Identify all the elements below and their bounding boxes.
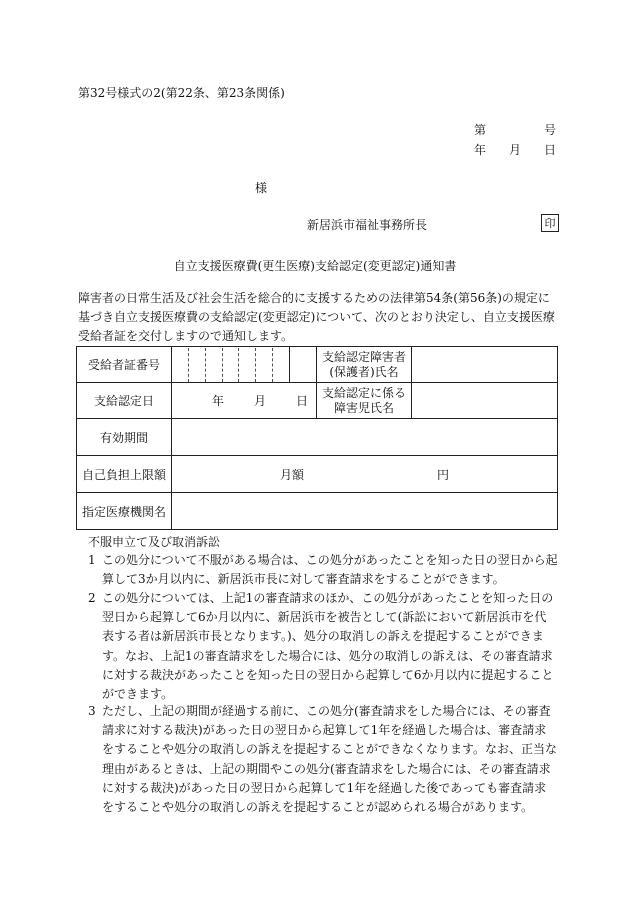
appeal-item-text: この処分については、上記1の審査請求のほか、この処分があったことを知った日の翌日から起算して6か月以内に、新居浜市を被告として(訴訟において新居浜市を代表する者は新居浜市長となります。)、処分の取消しの訴えを提起することができます。なお、上記1の審査請求をした場合には、処分の取消しの訴えは、その審査請求に対する裁決があったことを知った日の翌日から起算して6か月以内に提起することができます。 [102, 591, 554, 702]
number-prefix: 第 [474, 123, 487, 137]
issue-date [474, 141, 556, 158]
recipient-name-label-line1: 支給認定障害者 [321, 349, 406, 364]
table-row [77, 419, 558, 456]
number-suffix: 号 [543, 123, 556, 137]
form-number: 第32号様式の2(第22条、第23条関係) [78, 86, 285, 100]
date-month: 月 [508, 143, 521, 157]
recipient-name-value [412, 347, 558, 383]
monthly-label: 月額 [280, 467, 305, 482]
copay-fields [172, 466, 557, 483]
child-name-value [412, 383, 558, 419]
appeal-item-2 [78, 589, 558, 704]
document-number [474, 121, 556, 138]
appeal-heading: 不服申立て及び取消訴訟 [88, 535, 221, 549]
digit-box [172, 348, 188, 382]
approval-day: 日 [295, 394, 308, 408]
yen-label: 円 [436, 467, 449, 482]
validity-value [172, 419, 558, 456]
spacer-cell [290, 347, 317, 383]
appeal-item-text: ただし、上記の期間が経過する前に、この処分(審査請求をした場合には、その審査請求に対する裁決)があった日の翌日から起算して1年を経過した場合は、審査請求をすることや処分の取消しの訴えを提起することができなくなります。なお、正当な理由があるときは、上記の期間やこの処分(審査請求をした場合には、その審査請求に対する裁決)があった日の翌日から起算して1年を経過した後であっても審査請求をすることや処分の取消しの訴えを提起することが認められる場合があります。 [102, 704, 558, 815]
appeal-item-3 [78, 702, 558, 817]
institution-value [172, 493, 558, 530]
digit-box [238, 348, 255, 382]
certificate-table [76, 346, 558, 530]
appeal-item-1 [78, 551, 558, 589]
appeal-item-number: 1 [88, 553, 96, 567]
digit-box [205, 348, 222, 382]
addressee-suffix: 様 [255, 181, 268, 195]
table-row [77, 493, 558, 530]
child-name-label [317, 383, 412, 419]
approval-year: 年 [211, 394, 224, 408]
institution-label: 指定医療機関名 [77, 493, 172, 530]
recipient-number-label [77, 347, 172, 383]
approval-month: 月 [253, 394, 266, 408]
child-name-label-line2: 障害児氏名 [333, 400, 394, 415]
appeal-item-number: 2 [88, 591, 96, 605]
validity-label: 有効期間 [77, 419, 172, 456]
table-row [77, 347, 558, 383]
digit-box [188, 348, 205, 382]
approval-date-fields [172, 392, 316, 409]
digit-box [222, 348, 239, 382]
digit-box [272, 348, 289, 382]
document-title: 自立支援医療費(更生医療)支給認定(変更認定)通知書 [173, 259, 457, 273]
recipient-name-label-line2: (保護者)氏名 [329, 364, 399, 379]
digit-box [255, 348, 272, 382]
table-row [77, 383, 558, 419]
recipient-name-label [317, 347, 412, 383]
copay-label: 自己負担上限額 [77, 456, 172, 493]
appeal-item-number: 3 [88, 704, 96, 718]
approval-date-value [172, 383, 317, 419]
date-year: 年 [474, 143, 487, 157]
intro-paragraph: 障害者の日常生活及び社会生活を総合的に支援するための法律第54条(第56条)の規定に基づき自立支援医療費の支給認定(変更認定)について、次のとおり決定し、自立支援医療受給者証を交付しますので通知します。 [78, 291, 555, 343]
recipient-number-label-text: 受給者証番号 [87, 358, 160, 372]
seal-mark: 印 [541, 214, 559, 232]
child-name-label-line1: 支給認定に係る [321, 385, 406, 400]
issuer-name: 新居浜市福祉事務所長 [307, 218, 428, 232]
recipient-number-cell [172, 347, 290, 383]
appeal-item-text: この処分について不服がある場合は、この処分があったことを知った日の翌日から起算して3か月以内に、新居浜市長に対して審査請求をすることができます。 [102, 553, 558, 587]
copay-value [172, 456, 558, 493]
approval-date-label: 支給認定日 [77, 383, 172, 419]
date-day: 日 [543, 143, 556, 157]
table-row [77, 456, 558, 493]
recipient-number-boxes [172, 348, 289, 382]
